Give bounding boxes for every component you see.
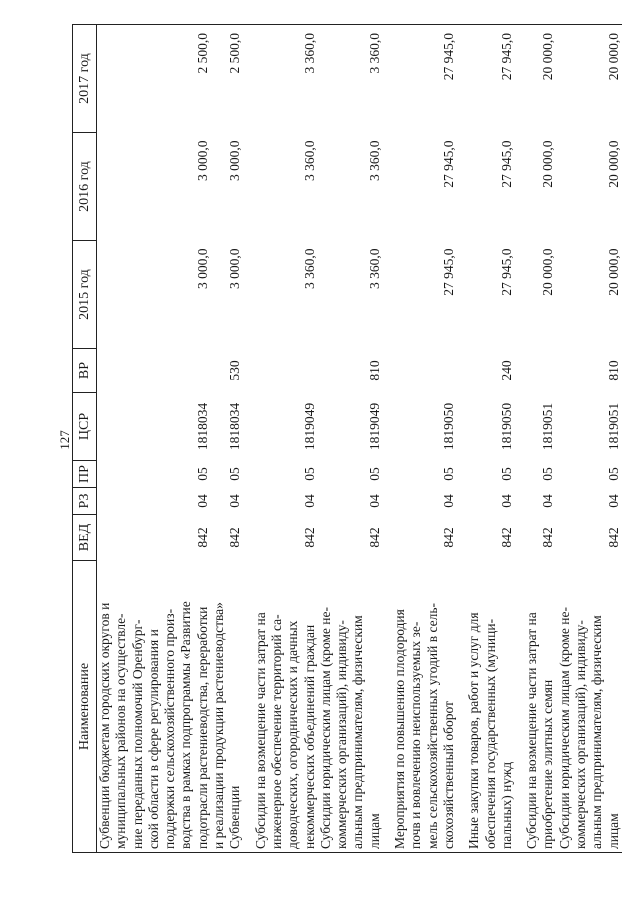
cell-y2015: 27 945,0 [440, 248, 456, 296]
cell-ved: 842 [194, 527, 210, 548]
row-gap [244, 25, 253, 853]
table-row [227, 25, 243, 853]
cell-pr: 05 [440, 467, 456, 481]
row-name-line: скохозяйственный оборот [440, 701, 456, 849]
cell-y2015: 27 945,0 [498, 248, 514, 296]
cell-y2015: 3 000,0 [194, 248, 210, 289]
cell-y2016: 27 945,0 [498, 140, 514, 188]
table-row [392, 25, 457, 853]
cell-y2016: 3 360,0 [366, 140, 382, 181]
row-name-line: Субвенции [227, 785, 243, 849]
cell-y2016: 3 360,0 [301, 140, 317, 181]
cell-y2017: 2 500,0 [97, 25, 212, 133]
row-name-line: лицам [605, 813, 621, 849]
cell-rz: 04 [440, 494, 456, 508]
cell-csr [211, 393, 227, 461]
cell-rz: 04 [301, 494, 317, 508]
row-name-line: муниципальных районов на осуществле- [113, 613, 129, 849]
cell-y2017: 3 360,0 [318, 25, 383, 133]
table-row [524, 25, 557, 853]
cell-pr: 05 [194, 467, 210, 481]
cell-y2017: 27 945,0 [392, 25, 457, 133]
header-vr: ВР [73, 349, 97, 393]
row-name-line: обеспечения государственных (муници- [482, 618, 498, 849]
cell-y2017: 20 000,0 [524, 25, 557, 133]
cell-ved: 842 [498, 527, 514, 548]
row-name [557, 561, 622, 853]
cell-y2017: 27 945,0 [466, 25, 515, 133]
header-rz: РЗ [73, 488, 97, 515]
cell-rz: 04 [194, 494, 210, 508]
cell-y2016 [211, 133, 227, 241]
row-name-line: водства в рамках подпрограммы «Развитие [178, 601, 194, 849]
cell-vr: 810 [366, 360, 382, 381]
cell-pr: 05 [301, 467, 317, 481]
cell-vr [97, 349, 212, 393]
cell-ved: 842 [366, 527, 382, 548]
row-name [466, 561, 515, 853]
cell-y2016: 3 000,0 [227, 140, 243, 181]
row-name-line: альным предпринимателям, физическим [589, 615, 605, 849]
row-gap [515, 25, 524, 853]
cell-csr: 1819051 [540, 402, 556, 451]
cell-y2015: 20 000,0 [605, 248, 621, 296]
header-pr: ПР [73, 461, 97, 488]
row-name-line: альным предпринимателям, физическим [350, 615, 366, 849]
cell-ved [211, 515, 227, 561]
cell-pr: 05 [227, 467, 243, 481]
cell-y2015: 20 000,0 [540, 248, 556, 296]
row-name-line: доводческих, огороднических и дачных [285, 620, 301, 849]
row-name-line: ской области в сфере регулирования и [145, 629, 161, 849]
cell-vr: 810 [605, 360, 621, 381]
cell-ved: 842 [227, 527, 243, 548]
cell-y2016: 20 000,0 [605, 140, 621, 188]
row-name [524, 561, 557, 853]
cell-ved: 842 [605, 527, 621, 548]
cell-csr: 1819050 [440, 402, 456, 451]
row-name [227, 561, 243, 853]
cell-csr: 1818034 [194, 402, 210, 451]
cell-pr: 05 [498, 467, 514, 481]
cell-y2017 [211, 25, 227, 133]
cell-ved: 842 [301, 527, 317, 548]
cell-pr: 05 [540, 467, 556, 481]
row-name-line: Субсидии на возмещение части затрат на [252, 612, 268, 849]
row-name-line: почв и вовлечению неиспользуемых зе- [408, 621, 424, 849]
header-csr: ЦСР [73, 393, 97, 461]
row-name-line: инженерное обеспечение территорий са- [268, 614, 284, 849]
cell-y2015 [211, 241, 227, 349]
row-name-line: Мероприятия по повышению плодородия [392, 609, 408, 849]
table-row [253, 25, 318, 853]
header-ved: ВЕД [73, 515, 97, 561]
rotated-page-content [57, 25, 621, 853]
cell-y2017: 3 360,0 [253, 25, 318, 133]
cell-vr: 240 [498, 360, 514, 381]
row-name-line: лицам [366, 813, 382, 849]
cell-rz: 04 [605, 494, 621, 508]
cell-rz: 04 [227, 494, 243, 508]
cell-y2015: 3 000,0 [227, 248, 243, 289]
header-2015: 2015 год [73, 241, 97, 349]
cell-y2016: 27 945,0 [440, 140, 456, 188]
cell-pr: 05 [605, 467, 621, 481]
cell-y2015: 3 360,0 [301, 248, 317, 289]
cell-y2017: 2 500,0 [227, 25, 243, 133]
header-2016: 2016 год [73, 133, 97, 241]
row-name-line: мель сельскохозяйственных угодий в сель- [424, 603, 440, 849]
cell-vr [392, 349, 457, 393]
cell-ved: 842 [540, 527, 556, 548]
row-name [97, 561, 212, 853]
cell-rz [211, 488, 227, 515]
row-name [392, 561, 457, 853]
cell-rz: 04 [498, 494, 514, 508]
cell-csr: 1819049 [366, 402, 382, 451]
header-name: Наименование [73, 561, 97, 853]
row-name-line: Субвенции бюджетам городских округов и [97, 602, 112, 849]
row-name-line: Иные закупки товаров, работ и услуг для [466, 612, 482, 849]
cell-csr: 1819050 [498, 402, 514, 451]
cell-vr: 530 [227, 360, 243, 381]
row-name-line: Субсидии юридическим лицам (кроме не- [317, 607, 333, 849]
cell-vr [524, 349, 557, 393]
cell-y2015: 3 360,0 [366, 248, 382, 289]
header-2017: 2017 год [73, 25, 97, 133]
table-row [97, 25, 212, 853]
table-row [557, 25, 622, 853]
page-number: 127 [57, 430, 72, 450]
row-name [211, 561, 227, 853]
row-name-line: подотрасли растениеводства, переработки [194, 606, 210, 849]
cell-csr: 1818034 [227, 402, 243, 451]
cell-rz: 04 [540, 494, 556, 508]
row-name-line: поддержки сельскохозяйственного произ- [162, 608, 178, 849]
row-name-line: и реализации продукции растениеводства» [211, 602, 227, 849]
cell-y2016: 3 000,0 [194, 140, 210, 181]
row-name-line: ние переданных полномочий Оренбург- [129, 619, 145, 849]
row-gap [457, 25, 466, 853]
cell-vr [211, 349, 227, 393]
row-name [253, 561, 318, 853]
budget-table [72, 24, 622, 853]
cell-csr: 1819051 [605, 402, 621, 451]
row-name-line: коммерческих организаций), индивиду- [334, 620, 350, 849]
row-name-line: Субсидии юридическим лицам (кроме не- [556, 607, 572, 849]
table-row [211, 25, 227, 853]
cell-ved: 842 [440, 527, 456, 548]
cell-rz: 04 [366, 494, 382, 508]
table-row [466, 25, 515, 853]
row-name-line: Субсидии на возмещение части затрат на [524, 612, 540, 849]
row-name-line: некоммерческих объединений граждан [301, 624, 317, 849]
table-row [318, 25, 383, 853]
cell-vr [253, 349, 318, 393]
cell-pr [211, 461, 227, 488]
cell-y2017: 20 000,0 [557, 25, 622, 133]
cell-y2016: 20 000,0 [540, 140, 556, 188]
row-name [318, 561, 383, 853]
row-name-line: коммерческих организаций), индивиду- [573, 620, 589, 849]
table-body [97, 25, 622, 853]
cell-csr: 1819049 [301, 402, 317, 451]
table-header [73, 25, 97, 853]
row-name-line: приобретение элитных семян [540, 679, 556, 849]
row-name-line: пальных) нужд [498, 761, 514, 849]
cell-pr: 05 [366, 467, 382, 481]
row-gap [383, 25, 392, 853]
